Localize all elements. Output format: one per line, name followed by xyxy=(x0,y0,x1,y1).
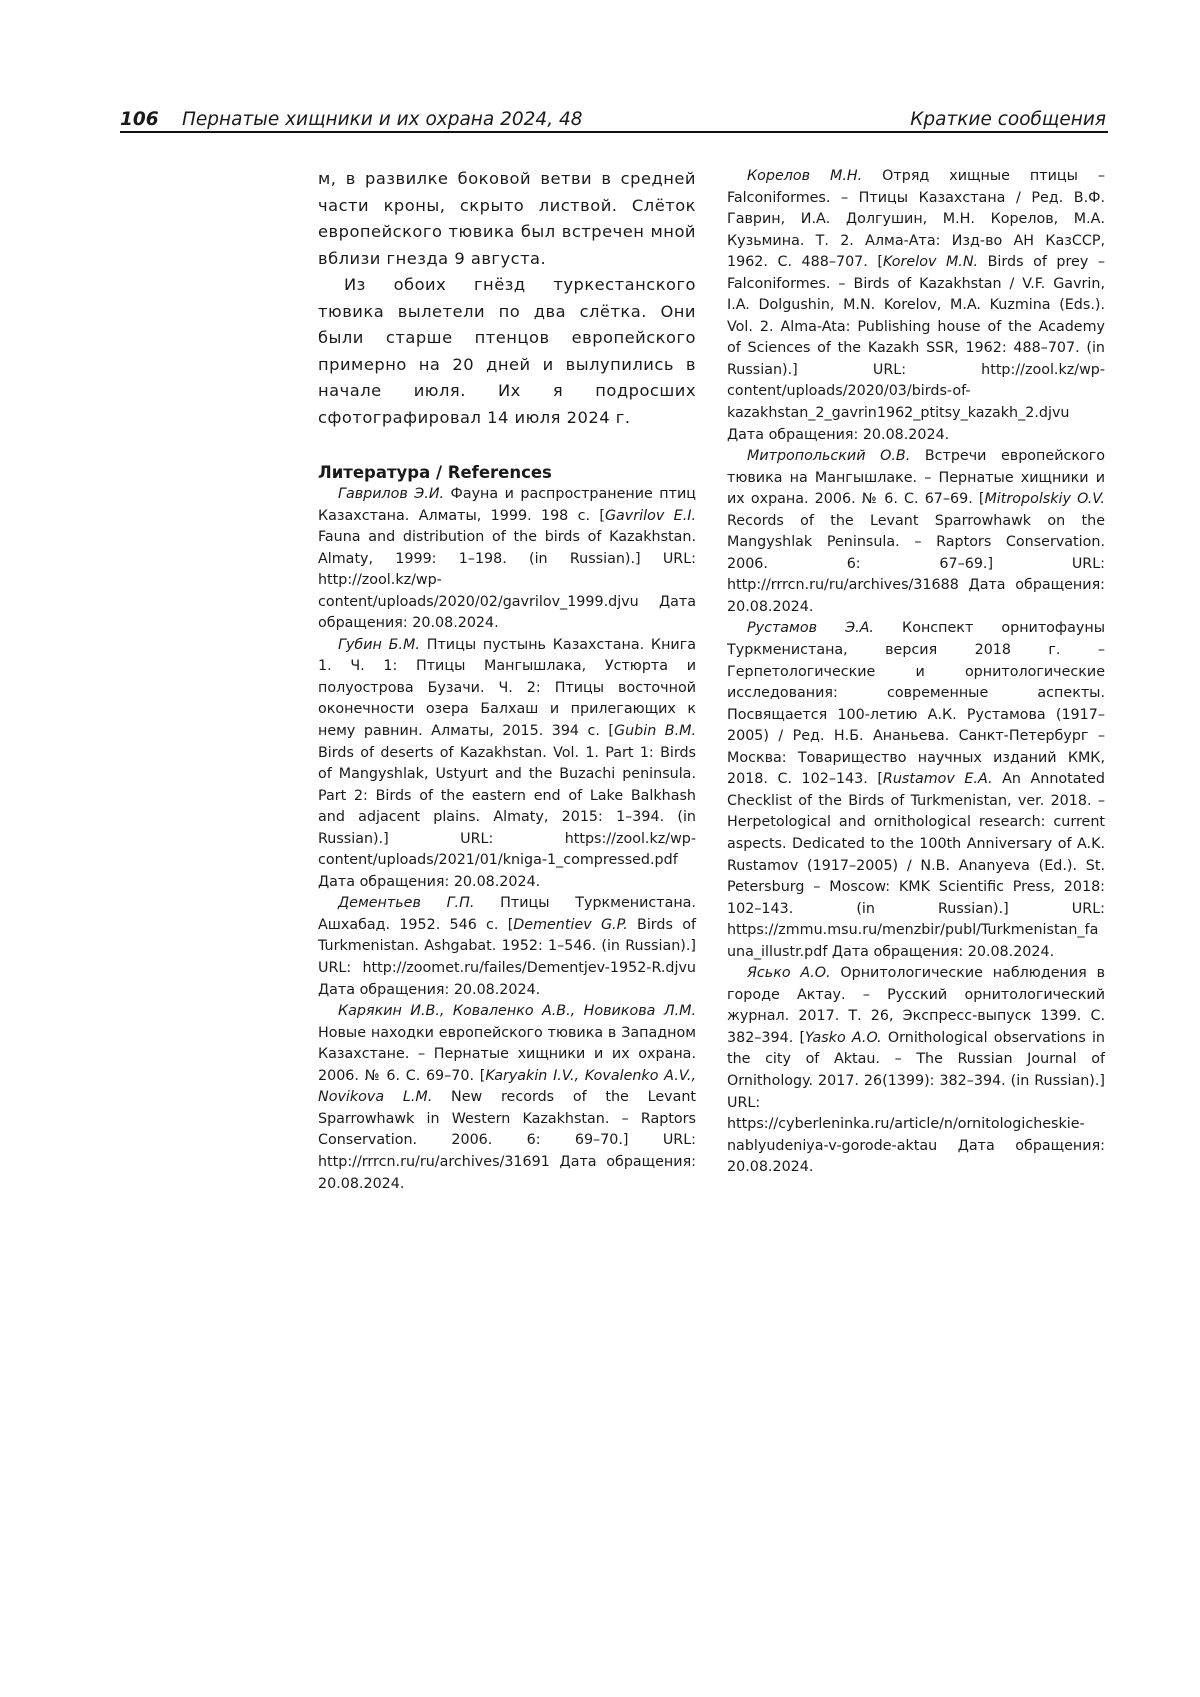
reference-item xyxy=(727,446,1105,618)
reference-item xyxy=(727,166,1105,446)
reference-text: Ornithological observations in the city of Aktau. – The Russian Journal of Ornithology. 2017. 26(1399): 382–394. (in Russian).] URL: https://cyberleninka.ru/article/n/ornitologicheskie-nablyudeniya-v-gorode-aktau Дата обращения: 20.08.2024. xyxy=(727,1029,1105,1176)
reference-en-authors: Korelov M.N. xyxy=(882,254,979,271)
reference-text: Встречи европейского тювика на Мангышлаке. – Пернатые хищники и их охрана. 2006. № 6. С. 67–69. [ xyxy=(727,448,1105,508)
reference-en-authors: Karyakin I.V., Kovalenko A.V., Novikova L.M. xyxy=(318,1067,696,1106)
reference-authors: Карякин И.В., Коваленко А.В., Новикова Л.М. xyxy=(338,1003,696,1020)
reference-en-authors: Gubin B.M. xyxy=(614,723,696,740)
reference-en-authors: Yasko A.O. xyxy=(805,1029,882,1046)
reference-authors: Губин Б.М. xyxy=(338,636,420,653)
reference-item xyxy=(318,484,696,635)
journal-title: Пернатые хищники и их охрана 2024, 48 xyxy=(182,109,583,130)
reference-text: Новые находки европейского тювика в Западном Казахстане. – Пернатые хищники и их охрана. 2006. № 6. С. 69–70. [ xyxy=(318,1024,696,1084)
reference-text: Birds of Turkmenistan. Ashgabat. 1952: 1–546. (in Russian).] URL: http://zoomet.ru/failes/Dementjev-1952-R.djvu Дата обращения: 20.08.2024. xyxy=(318,916,696,998)
reference-text: Отряд хищные птицы – Falconiformes. – Птицы Казахстана / Ред. В.Ф. Гаврин, И.А. Долгушин, М.Н. Корелов, М.А. Кузьмина. Т. 2. Алма-Ата: Изд-во АН КазССР, 1962. С. 488–707. [ xyxy=(727,168,1105,271)
reference-authors: Дементьев Г.П. xyxy=(338,895,475,912)
reference-text: Птицы Туркменистана. Ашхабад. 1952. 546 с. [ xyxy=(318,895,696,933)
page-number: 106 xyxy=(120,109,159,130)
right-column xyxy=(727,166,1105,1179)
reference-item xyxy=(727,618,1105,963)
reference-authors: Митропольский О.В. xyxy=(747,448,911,465)
reference-text: Конспект орнитофауны Туркменистана, версия 2018 г. – Герпетологические и орнитологические исследования: современные аспекты. Посвящается 100-летию А.К. Рустамова (1917–2005) / Ред. Н.Б. Ананьева. Санкт-Петербург – Москва: Товарищество научных изданий КМК, 2018. С. 102–143. [ xyxy=(727,620,1105,788)
body-paragraph: м, в развилке боковой ветви в средней части кроны, скрыто листвой. Слёток европейского тювика был встречен мной вблизи гнезда 9 августа. xyxy=(318,169,696,268)
reference-en-authors: Gavrilov E.I. xyxy=(604,507,696,524)
reference-en-authors: Rustamov E.A. xyxy=(882,771,993,788)
reference-authors: Ясько А.О. xyxy=(747,965,831,982)
references-heading: Литература / References xyxy=(318,463,552,482)
left-column xyxy=(318,166,696,1195)
reference-item xyxy=(318,635,696,894)
reference-en-authors: Dementiev G.P. xyxy=(513,916,628,933)
reference-text: Фауна и распространение птиц Казахстана. Алматы, 1999. 198 с. [ xyxy=(318,486,696,524)
reference-item xyxy=(727,963,1105,1178)
reference-item xyxy=(318,1001,696,1195)
running-header xyxy=(120,108,1106,132)
reference-item xyxy=(318,893,696,1001)
section-title: Краткие сообщения xyxy=(910,109,1106,130)
reference-text: Птицы пустынь Казахстана. Книга 1. Ч. 1: Птицы Мангышлака, Устюрта и полуострова Бузачи. Ч. 2: Птицы восточной оконечности озера Балхаш и прилегающих к нему равнин. Алматы, 2015. 394 с. [ xyxy=(318,636,696,740)
reference-text: Birds of deserts of Kazakhstan. Vol. 1. Part 1: Birds of Mangyshlak, Ustyurt and the Buzachi peninsula. Part 2: Birds of the eastern end of Lake Balkhash and adjacent plains. Almaty, 2015: 1–394. (in Russian).] URL: https://zool.kz/wp-content/uploads/2021/01/kniga-1_compressed.pdf Дата обращения: 20.08.2024. xyxy=(318,744,696,890)
reference-text: Орнитологические наблюдения в городе Актау. – Русский орнитологический журнал. 2017. Т. 26, Экспресс-выпуск 1399. С. 382–394. [ xyxy=(727,965,1105,1046)
reference-authors: Гаврилов Э.И. xyxy=(338,486,445,502)
reference-authors: Рустамов Э.А. xyxy=(747,620,874,637)
reference-text: Records of the Levant Sparrowhawk on the Mangyshlak Peninsula. – Raptors Conservation. 2006. 6: 67–69.] URL: http://rrrcn.ru/ru/archives/31688 Дата обращения: 20.08.2024. xyxy=(727,512,1105,615)
reference-text: Birds of prey – Falconiformes. – Birds of Kazakhstan / V.F. Gavrin, I.A. Dolgushin, M.N. Korelov, M.A. Kuzmina (Eds.). Vol. 2. Alma-Ata: Publishing house of the Academy of Sciences of the Kazakh SSR, 1962: 488–707. (in Russian).] URL: http://zool.kz/wp-content/uploads/2020/03/birds-of-kazakhstan_2_gavrin1962_ptitsy_kazakh_2.djvu Дата обращения: 20.08.2024. xyxy=(727,254,1106,443)
reference-text: An Annotated Checklist of the Birds of Turkmenistan, ver. 2018. – Herpetological and ornithological research: current aspects. Dedicated to the 100th Anniversary of A.K. Rustamov (1917–2005) / N.B. Ananyeva (Ed.). St. Petersburg – Moscow: KMK Scientific Press, 2018: 102–143. (in Russian).] URL: https://zmmu.msu.ru/menzbir/publ/Turkmenistan_fauna_illustr.pdf Дата обращения: 20.08.2024. xyxy=(727,771,1105,960)
body-paragraph: Из обоих гнёзд туркестанского тювика вылетели по два слётка. Они были старше птенцов европейского примерно на 20 дней и вылупились в начале июля. Их я подросших сфотографировал 14 июля 2024 г. xyxy=(318,275,696,427)
header-rule xyxy=(120,131,1108,133)
reference-text: Fauna and distribution of the birds of Kazakhstan. Almaty, 1999: 1–198. (in Russian).] URL: http://zool.kz/wp-content/uploads/2020/02/gavrilov_1999.djvu Дата обращения: 20.08.2024. xyxy=(318,529,696,632)
reference-text: New records of the Levant Sparrowhawk in Western Kazakhstan. – Raptors Conservation. 2006. 6: 69–70.] URL: http://rrrcn.ru/ru/archives/31691 Дата обращения: 20.08.2024. xyxy=(318,1089,697,1192)
reference-en-authors: Mitropolskiy O.V. xyxy=(984,491,1105,508)
reference-authors: Корелов М.Н. xyxy=(747,168,863,184)
